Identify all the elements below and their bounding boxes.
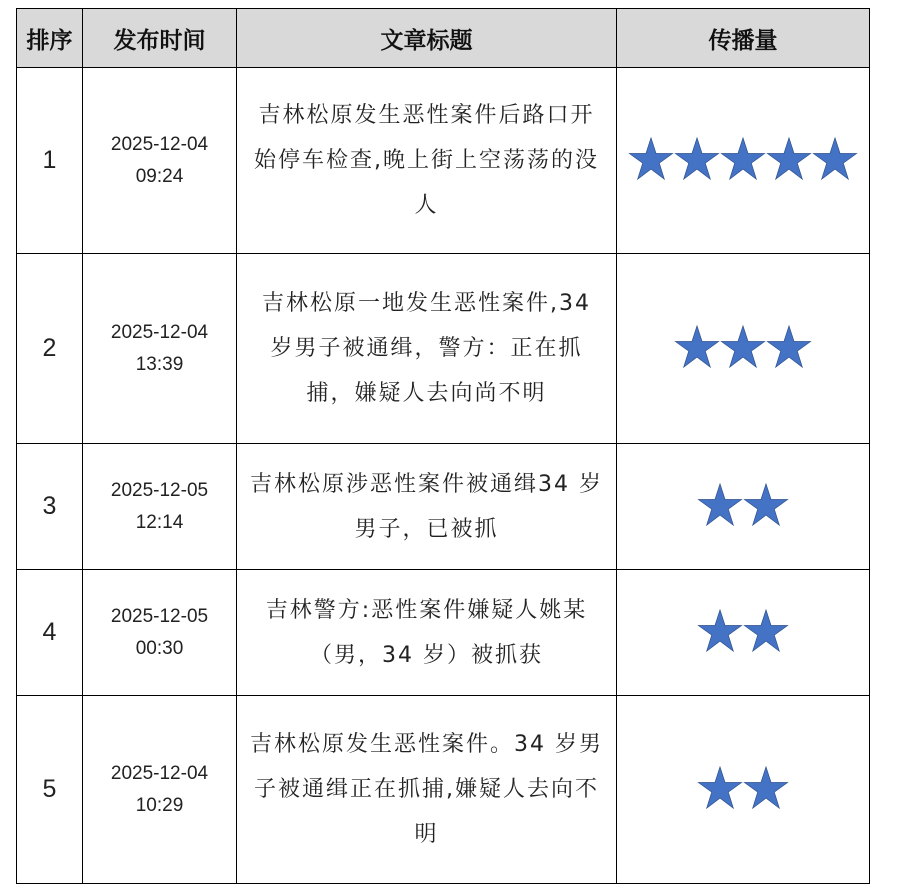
rank-cell: 4 [17,570,83,696]
header-time: 发布时间 [83,9,237,68]
spread-cell [617,696,870,884]
time-text: 13:39 [135,353,184,375]
star-rating [674,324,812,370]
star-icon [674,136,720,182]
rank-cell: 3 [17,444,83,570]
star-icon [720,136,766,182]
spread-cell [617,68,870,254]
title-cell: 吉林松原发生恶性案件。34 岁男子被通缉正在抓捕,嫌疑人去向不明 [237,696,617,884]
table-row [17,570,870,696]
date-text: 2025-12-05 [110,605,209,627]
time-cell [83,444,237,570]
star-rating [697,482,789,528]
date-text: 2025-12-04 [110,133,209,155]
time-text: 09:24 [135,165,184,187]
header-title: 文章标题 [237,9,617,68]
time-text: 10:29 [135,794,184,816]
star-icon [766,136,812,182]
title-cell: 吉林警方:恶性案件嫌疑人姚某（男，34 岁）被抓获 [237,570,617,696]
spread-cell [617,444,870,570]
star-icon [628,136,674,182]
table-row [17,696,870,884]
table-row [17,254,870,444]
title-cell: 吉林松原一地发生恶性案件,34 岁男子被通缉，警方：正在抓捕，嫌疑人去向尚不明 [237,254,617,444]
header-rank: 排序 [17,9,83,68]
date-text: 2025-12-05 [110,479,209,501]
star-icon [812,136,858,182]
table-row [17,444,870,570]
star-icon [674,324,720,370]
time-cell [83,254,237,444]
title-cell: 吉林松原发生恶性案件后路口开始停车检查,晚上街上空荡荡的没人 [237,68,617,254]
star-icon [743,765,789,811]
header-spread: 传播量 [617,9,870,68]
star-rating [697,608,789,654]
time-text: 12:14 [135,511,184,533]
star-icon [697,765,743,811]
star-icon [743,482,789,528]
date-text: 2025-12-04 [110,321,209,343]
star-icon [720,324,766,370]
time-cell [83,696,237,884]
star-rating [628,136,858,182]
spread-cell [617,570,870,696]
time-text: 00:30 [135,637,184,659]
rank-cell: 1 [17,68,83,254]
rank-cell: 2 [17,254,83,444]
star-icon [697,608,743,654]
star-icon [697,482,743,528]
star-icon [766,324,812,370]
star-rating [697,765,789,811]
title-cell: 吉林松原涉恶性案件被通缉34 岁男子，已被抓 [237,444,617,570]
time-cell [83,570,237,696]
date-text: 2025-12-04 [110,762,209,784]
spread-cell [617,254,870,444]
table-row [17,68,870,254]
star-icon [743,608,789,654]
time-cell [83,68,237,254]
article-spread-table [16,8,870,884]
rank-cell: 5 [17,696,83,884]
header-row [17,9,870,68]
